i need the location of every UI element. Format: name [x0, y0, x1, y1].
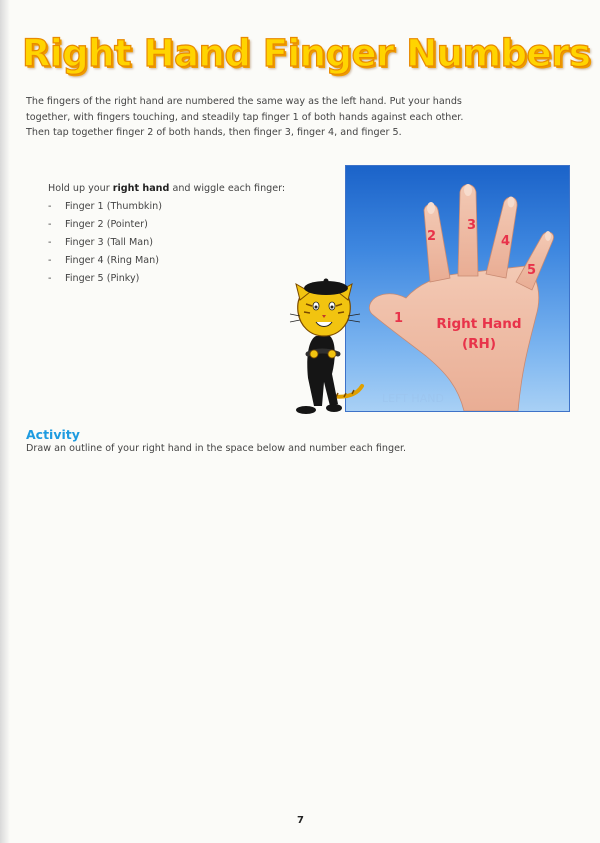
list-item: [48, 236, 162, 254]
intro-line: The fingers of the right hand are numbered the same way as the left hand. Put your hands: [26, 96, 462, 107]
instruction-bold: right hand: [112, 183, 170, 194]
finger-label: Finger 4 (Ring Man): [65, 255, 159, 266]
bullet-dash: -: [48, 273, 52, 284]
page-number: 7: [297, 815, 304, 826]
instruction-prefix: Hold up your: [48, 183, 113, 194]
hand-label: [424, 314, 534, 354]
instruction-suffix: and wiggle each finger:: [169, 183, 286, 194]
finger-label: Finger 1 (Thumbkin): [65, 201, 162, 212]
finger-label: Finger 3 (Tall Man): [65, 237, 153, 248]
hand-label-abbrev: (RH): [461, 336, 497, 352]
page-title: Right Hand Finger Numbers: [22, 32, 591, 75]
finger-label: Finger 2 (Pointer): [65, 219, 148, 230]
bullet-dash: -: [48, 255, 52, 266]
hand-drawing: [346, 166, 569, 411]
finger-number-5: 5: [527, 263, 537, 278]
bullet-dash: -: [48, 201, 52, 212]
cat-mascot-illustration: [286, 278, 366, 423]
intro-line: Then tap together finger 2 of both hands, then finger 3, finger 4, and finger 5.: [26, 127, 402, 138]
bullet-dash: -: [48, 237, 52, 248]
list-item: [48, 218, 162, 236]
finger-number-2: 2: [427, 229, 437, 244]
intro-paragraph: [26, 94, 496, 141]
intro-line: together, with fingers touching, and steadily tap finger 1 of both hands against each other.: [26, 111, 464, 123]
fingernails: [427, 184, 551, 241]
bullet-dash: -: [48, 219, 52, 230]
list-item: [48, 200, 162, 218]
reflection-text: LEFT HAND: [382, 392, 444, 405]
hand-label-name: Right Hand: [436, 316, 522, 332]
finger-number-4: 4: [501, 234, 511, 249]
finger-list: [48, 200, 162, 290]
hand-shape: [369, 185, 553, 412]
list-item: [48, 272, 162, 290]
list-item: [48, 254, 162, 272]
activity-heading: Activity: [26, 427, 80, 442]
finger-number-1: 1: [394, 311, 404, 326]
page-edge-shadow: [0, 0, 10, 843]
right-hand-illustration: [345, 165, 570, 412]
finger-label: Finger 5 (Pinky): [65, 273, 140, 284]
finger-number-3: 3: [467, 218, 477, 233]
wiggle-instruction: [48, 183, 285, 194]
activity-instructions: Draw an outline of your right hand in the space below and number each finger.: [26, 443, 407, 454]
